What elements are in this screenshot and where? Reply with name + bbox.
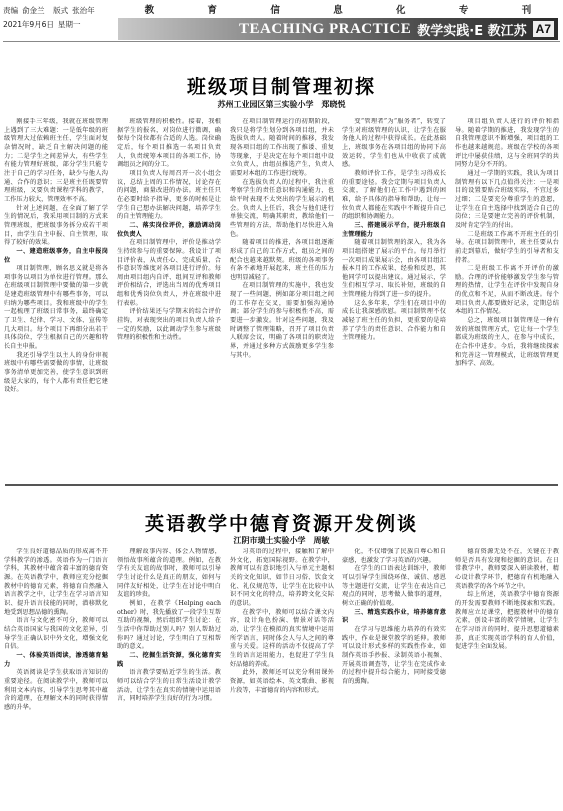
issue-date: 2021年9月6日 <box>3 20 54 29</box>
layout-name: 张治年 <box>72 6 95 15</box>
body-paragraph: 语言与文化密不可分，教师可以结合英语国家与我国的文化差异，引导学生正确认识中外文化，增强文化自信。 <box>4 617 108 651</box>
body-paragraph: 项目制管理，顾名思义就是将各项事务以项目为单位进行管理。那么在班级项目制管理中要做的第一步就是建造班级管理中有哪些事务，可以归纳为哪些项目。我和班级中的学生一起梳理了班级日常事务，最终确定了卫生、纪律、学习、文体、宣传等几大项目。每个项目下再细分出若干具体岗位，学生根据自己的兴趣和特长自主申报。 <box>4 265 108 351</box>
body-paragraph: 综上所述，英语教学中德育资源的开发需要教师不断地探索和实践。教师应立足课堂，把握教材中的德育元素，创设丰富的教学情境，让学生在学习语言的同时，提升思想道德素养，真正实现英语学科的育人价值，促进学生全面发展。 <box>455 591 559 651</box>
editor-label: 责编 <box>3 6 18 15</box>
body-paragraph: 英语阅读是学生获取语言知识的重要途径。在阅读教学中，教师可以利用文本内容，引导学生思考其中蕴含的道理，在理解文本的同时获得情感的升华。 <box>4 669 108 711</box>
section-heading: 三、精选实践作业，培养德育意识 <box>342 608 446 625</box>
article1-column-4 <box>342 118 446 480</box>
article1-column-2 <box>117 118 221 480</box>
editor-name: 俞金兰 <box>22 6 45 15</box>
article2-column-1 <box>4 548 108 808</box>
body-paragraph: 针对上述问题，在全面了解了学生的情况后，我采用项目制的方式来管理班级，把班级事务拆分成若干项目，由学生自主申报、自主管理，取得了较好的效果。 <box>4 204 108 247</box>
brand-char: 信 <box>270 5 280 16</box>
body-paragraph: 在项目制管理的实施中，我也发现了一些问题，例如部分项目组之间的工作存在交叉，需要加强沟通协调；部分学生的参与积极性不高，需要进一步激发。针对这些问题，我及时调整了管理策略，召开了项目负责人联席会议，明确了各项目的职责边界，并通过多种方式鼓励更多学生参与其中。 <box>230 282 334 359</box>
page-masthead <box>0 0 563 42</box>
article1-title: 班级项目制管理初探 <box>186 76 376 98</box>
body-paragraph: 二是班级工作离不开班主任的引导。在项目制管理中，班主任要从台前走到幕后，做好学生的引导者和支持者。 <box>455 230 559 264</box>
body-paragraph: 二是班级工作离不开评价的激励。合理的评价能够激发学生参与管理的热情，让学生在评价中发现自身的优点和不足，从而不断改进。每个项目负责人都要做好记录，定期总结本组的工作情况。 <box>455 265 559 316</box>
body-paragraph: 理解故事内容、体会人物情感，领悟故事所蕴含的道理。例如，在教学有关友谊的故事时，教师可以引导学生讨论什么是真正的朋友，如何与同伴友好相处，让学生在讨论中明白友谊的珍贵。 <box>117 548 221 599</box>
body-paragraph: 化，不仅增强了民族自尊心和自豪感，也激发了学习英语的兴趣。 <box>342 548 446 564</box>
article1-byline: 苏州工业园区第三实验小学 郑晓悦 <box>217 100 346 109</box>
body-paragraph: 随着项目制管理的深入，我为各项目组搭建了展示的平台。每月举行一次项目成果展示会，由各项目组汇报本月的工作成果、经验和反思，其他同学可以提出建议。通过展示，学生们相互学习、取长补短，班级的自主管理能力得到了进一步的提升。 <box>342 239 446 299</box>
article2-byline: 江阴市璜土实验小学 周敏 <box>233 536 330 545</box>
body-paragraph: 这么多年来，学生们在项目中的成长让我深感欣慰。项目制管理不仅减轻了班主任的负担，更重要的是培养了学生的责任意识、合作能力和自主管理能力。 <box>342 299 446 342</box>
brand-bar <box>118 18 558 40</box>
body-paragraph: 评价结果还与学期末的综合评价挂钩，对表现突出的项目负责人给予一定的奖励，以此调动学生参与班级管理的积极性和主动性。 <box>117 308 221 342</box>
body-paragraph: 教师评价工作，是学生习得成长的重要途径。我会定期与项目负责人交流，了解他们在工作中遇到的困难，给予具体的指导和帮助，让每一位负责人都能在实践中不断提升自己的组织和协调能力。 <box>342 169 446 221</box>
article1-column-3 <box>230 118 334 480</box>
layout-label: 版式 <box>53 6 69 15</box>
body-paragraph: 我还引导学生以主人的身份审视班级中有哪些需要做的事情，让班级事务清单更加完善，使学生意识到班级是大家的，每个人都有责任把它建设好。 <box>4 351 108 394</box>
brand-chinese: 教学实践·E 教江苏 <box>417 23 527 39</box>
article1-column-5 <box>455 118 559 480</box>
article2-column-5 <box>455 548 559 808</box>
body-paragraph: 在项目制管理中，评价是推动学生持续参与的重要保障。我设计了项目评价表，从责任心、完成质量、合作意识等维度对各项目进行评价。每周由项目组内自评、组间互评和教师评价相结合，评选出当周的优秀项目组和优秀岗位负责人，并在班级中进行表彰。 <box>117 239 221 307</box>
body-paragraph: 语言教学要贴近学生的生活。教师可以结合学生的日常生活设计教学活动，让学生在真实的情境中运用语言，同时培养学生良好的行为习惯。 <box>117 669 221 703</box>
section-heading: 一、建造班级事务，自主申报岗位 <box>4 247 108 264</box>
body-paragraph: 通过一学期的实践，我认为项目制管理有以下几点值得关注：一是项目的设置要贴合班级实际，不宜过多过细；二是要充分尊重学生的意愿，让学生在自主选择中找到适合自己的岗位；三是要建立完善的评价机制，及时肯定学生的付出。 <box>455 169 559 229</box>
article2-column-2 <box>117 548 221 808</box>
article2-column-4 <box>342 548 446 808</box>
brand-char: 息 <box>333 5 343 16</box>
brand-chars <box>118 2 558 16</box>
body-paragraph: 习英语的过程中，接触和了解中外文化，拓宽国际视野。在教学中，教师可以有意识地引入与单元主题相关的文化知识，如节日习俗、饮食文化、礼仪规范等，让学生在比较中认识不同文化的特点，培养跨文化交际的意识。 <box>230 548 334 607</box>
brand-strip <box>118 0 558 42</box>
body-paragraph: 德育资源无处不在，关键在于教师是否具有发现和挖掘的意识。在日常教学中，教师要深入研读教材，精心设计教学环节，把德育有机地融入英语教学的各个环节之中。 <box>455 548 559 590</box>
body-paragraph: 项目组负责人进行的评价和指导。随着学期的推进，我发现学生的自我管理意识不断增强，项目组的工作也越来越规范。班级在学校的各项评比中屡获佳绩，这与全班同学的共同努力是分不开的。 <box>455 118 559 169</box>
article2-column-3 <box>230 548 334 808</box>
brand-char: 化 <box>396 5 406 16</box>
section-heading: 二、落实岗位评价，激励调动岗位负责人 <box>117 221 221 238</box>
article-divider <box>5 484 558 486</box>
body-paragraph: 在学习与思维能力培养的有效实践中，作业是课堂教学的延伸。教师可以设计形式多样的实践性作业，如制作英语手抄报、录制英语小视频、开展英语调查等，让学生在完成作业的过程中提升综合能力，同时接受德育的熏陶。 <box>342 625 446 685</box>
brand-char: 育 <box>207 5 218 16</box>
body-paragraph: 在教学中，教师可以结合课文内容，设计角色扮演、情景对话等活动，让学生在模拟的真实情境中运用所学语言，同时体会人与人之间的尊重与关爱。这样的活动不仅提高了学生的语言运用能力，也促进了学生良好品德的养成。 <box>230 608 334 668</box>
masthead-rule <box>3 41 560 42</box>
brand-english: TEACHING PRACTICE <box>239 20 412 37</box>
body-paragraph: 总之，班级项目制管理是一种有效的班级管理方式，它让每一个学生都成为班级的主人，在参与中成长，在合作中进步。今后，我将继续探索和完善这一管理模式，让班级管理更加科学、高效。 <box>455 317 559 368</box>
body-paragraph: 刚接手三年级，我就在班级管理上遇到了三大难题：一是低年级的班级管理大过依赖班主任，学生面对复杂情况时，缺乏自主解决问题的能力；二是学生之间差异大，有些学生有能力管理好班级，部分学生只能专注于自己的学习任务，缺少与他人沟通、合作的意识；三是班主任既要管理班级，又要负责课程学科的教学，工作压力较大，管理效率不高。 <box>4 118 108 203</box>
brand-char: 刊 <box>521 5 532 16</box>
brand-char: 专 <box>458 5 469 16</box>
section-heading: 一、体验英语阅读，渗透德育魅力 <box>4 651 108 668</box>
issue-weekday: 星期一 <box>57 20 81 29</box>
brand-char: 教 <box>144 5 155 16</box>
body-paragraph: 变“管理者”为“服务者”，转变了学生对班级管理的认识，让学生在服务他人的过程中获得成长。在此基础上，班级事务在各项目组的协同下高效运转，学生们也从中收获了成就感。 <box>342 118 446 169</box>
body-paragraph: 在项目制管理运行的初期阶段，我只是将学生划分到各项目组，并未选拔负责人。随着时间的推移，我发现各项目组的工作出现了推诿、重复等现象，于是决定在每个项目组中设立负责人，由组员推选产生，负责人需要对本组的工作进行统筹。 <box>230 118 334 177</box>
section-heading: 三、搭建展示平台，提升班级自主管理能力 <box>342 221 446 238</box>
body-paragraph: 随着项目的推进，各项目组逐渐形成了自己的工作方式，组员之间的配合也越来越默契。班级的各项事务有条不紊地开展起来，班主任的压力也明显减轻了。 <box>230 239 334 281</box>
body-paragraph: 此外，教师还可以充分利用课外资源，如英语绘本、英文歌曲、影视片段等，丰富德育的内容和形式。 <box>230 669 334 694</box>
body-paragraph: 在学生的口语表达训练中，教师可以引导学生围绕环保、诚信、感恩等主题进行交流，让学生在表达自己观点的同时，思考做人做事的道理，树立正确的价值观。 <box>342 565 446 607</box>
body-paragraph: 项目负责人每周召开一次小组会议，总结上周的工作情况，讨论存在的问题，商量改进的办法。班主任只在必要时给予指导，更多的时候是让学生自己想办法解决问题，培养学生的自主管理能力。 <box>117 169 221 221</box>
article1-column-1 <box>4 118 108 480</box>
page-meta <box>3 4 115 32</box>
section-heading: 二、挖掘生活资源，强化德育实践 <box>117 651 221 668</box>
article2-title: 英语教学中德育资源开发例谈 <box>144 513 418 535</box>
body-paragraph: 在选拔负责人的过程中，我注重考察学生的责任意识和沟通能力，也给平时表现不太突出的学生展示的机会。负责人上任后，我会与他们进行单独交流，明确其职责，教给他们一些管理的方法，帮助他们尽快进入角色。 <box>230 178 334 238</box>
body-paragraph: 例如，在教学《Helping each other》时，我先播放了一段学生互帮互助的视频，然后组织学生讨论：在生活中你帮助过别人吗？别人帮助过你吗？通过讨论，学生明白了互相帮助的意义。 <box>117 599 221 651</box>
body-paragraph: 班级管理的积极性。接着，我根据学生的报名，对岗位进行微调，确保每个岗位都有合适的人选。岗位确定后，每个项目推选一名项目负责人，负责统筹本项目的各项工作，协调组员之间的分工。 <box>117 118 221 169</box>
body-paragraph: 学生良好道德品质的形成离不开学科教学的渗透。英语作为一门语言学科，其教材中蕴含着丰富的德育资源。在英语教学中，教师应充分挖掘教材中的德育元素，将德育自然融入语言教学之中，让学生在学习语言知识、提升语言技能的同时，潜移默化地受到思想品德的熏陶。 <box>4 548 108 616</box>
page-code: A7 <box>533 21 554 37</box>
